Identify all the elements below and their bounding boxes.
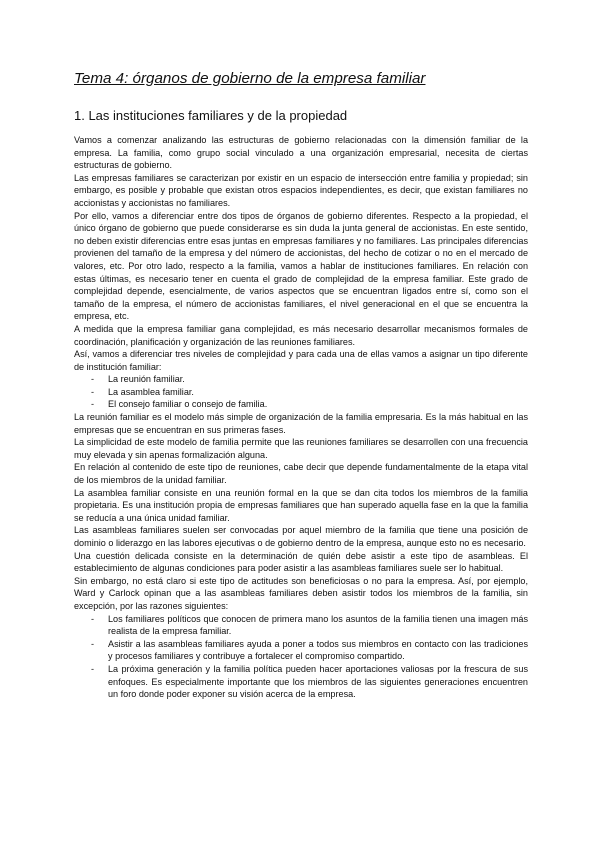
paragraph: Las asambleas familiares suelen ser convocadas por aquel miembro de la familia que tiene una posición de dominio o liderazgo en las labores ejecutivas o de gobierno dentro de la empresa, aunque esto no es necesario. xyxy=(74,525,528,548)
list-item xyxy=(74,373,528,386)
bullet-dash: - xyxy=(91,386,95,397)
list-item-text: La asamblea familiar. xyxy=(108,386,194,397)
institution-list xyxy=(74,373,528,411)
list-item xyxy=(74,663,528,701)
paragraph: Por ello, vamos a diferenciar entre dos tipos de órganos de gobierno diferentes. Respecto a la propiedad, el único órgano de gobierno que puede considerarse es sin duda la junta general de accionistas. En este sentido, no deben existir diferencias entre esas juntas en empresas familiares y no familiares. Las principales diferencias provienen del tamaño de la empresa y del número de accionistas, del hecho de cotizar o no en el mercado de valores, etc. Por otro lado, respecto a la familia, vamos a hablar de instituciones familiares. En relación con estas últimas, es necesario tener en cuenta el grado de complejidad de la empresa familiar. Este grado de complejidad depende, esencialmente, de varios aspectos que se encuentran ligados entre sí, como son el tamaño de la empresa, el número de accionistas familiares, el nivel generacional en el que se encuentra la empresa, etc. xyxy=(74,210,528,322)
paragraph: La asamblea familiar consiste en una reunión formal en la que se dan cita todos los miembros de la familia propietaria. Es una institución propia de empresas familiares que han superado aquella fase en la que la familia se reducía a una única unidad familiar. xyxy=(74,487,528,523)
paragraph: Vamos a comenzar analizando las estructuras de gobierno relacionadas con la dimensión familiar de la empresa. La familia, como grupo social vinculado a una organización empresarial, necesita de ciertas estructuras de gobierno. xyxy=(74,135,528,171)
list-item-text: El consejo familiar o consejo de familia. xyxy=(108,399,268,410)
reasons-list xyxy=(74,613,528,701)
paragraph: La simplicidad de este modelo de familia permite que las reuniones familiares se desarrollen con una frecuencia muy elevada y sin apenas formalización alguna. xyxy=(74,437,528,460)
document-title: Tema 4: órganos de gobierno de la empresa familiar xyxy=(74,70,426,87)
list-item-text: Asistir a las asambleas familiares ayuda a poner a todos sus miembros en contacto con las tradiciones y procesos familiares y contribuye a fortalecer el compromiso compartido. xyxy=(108,638,528,662)
paragraph: La reunión familiar es el modelo más simple de organización de la familia empresaria. Es la más habitual en las empresas que se encuentran en sus primeras fases. xyxy=(74,412,528,435)
bullet-dash: - xyxy=(91,374,95,385)
list-item xyxy=(74,398,528,411)
paragraph: Una cuestión delicada consiste en la determinación de quién debe asistir a este tipo de asambleas. El establecimiento de algunas condiciones para poder asistir a las asambleas familiares suele ser lo habitual. xyxy=(74,550,528,574)
list-item-text: Los familiares políticos que conocen de primera mano los asuntos de la familia tienen una imagen más realista de la empresa familiar. xyxy=(108,613,528,637)
paragraph: Sin embargo, no está claro si este tipo de actitudes son beneficiosas o no para la empresa. Así, por ejemplo, Ward y Carlock opinan que a las asambleas familiares deben asistir todos los miembros de la familia, sin excepción, por las razones siguientes: xyxy=(74,575,528,611)
list-item xyxy=(74,638,528,663)
paragraph: A medida que la empresa familiar gana complejidad, es más necesario desarrollar mecanismos formales de coordinación, planificación y organización de las reuniones familiares. xyxy=(74,323,528,347)
document-page xyxy=(74,70,528,701)
paragraph: Las empresas familiares se caracterizan por existir en un espacio de intersección entre familia y propiedad; sin embargo, es posible y probable que existan otros espacios independientes, es decir, que existan familiares no accionistas y accionistas no familiares. xyxy=(74,172,528,208)
list-item xyxy=(74,386,528,399)
list-item-text: La próxima generación y la familia política pueden hacer aportaciones valiosas por la frescura de sus enfoques. Es especialmente importante que los miembros de las siguientes generaciones encuentren un foro donde poder exponer su visión acerca de la empresa. xyxy=(108,663,528,700)
paragraph: Así, vamos a diferenciar tres niveles de complejidad y para cada una de ellas vamos a asignar un tipo diferente de institución familiar: xyxy=(74,349,528,372)
list-item-text: La reunión familiar. xyxy=(108,374,185,385)
bullet-dash: - xyxy=(91,613,95,624)
list-item xyxy=(74,613,528,638)
bullet-dash: - xyxy=(91,399,95,410)
bullet-dash: - xyxy=(91,663,95,674)
section-heading: 1. Las instituciones familiares y de la propiedad xyxy=(74,108,348,123)
paragraph: En relación al contenido de este tipo de reuniones, cabe decir que depende fundamentalmente de la etapa vital de los miembros de la unidad familiar. xyxy=(74,462,528,486)
bullet-dash: - xyxy=(91,638,95,649)
